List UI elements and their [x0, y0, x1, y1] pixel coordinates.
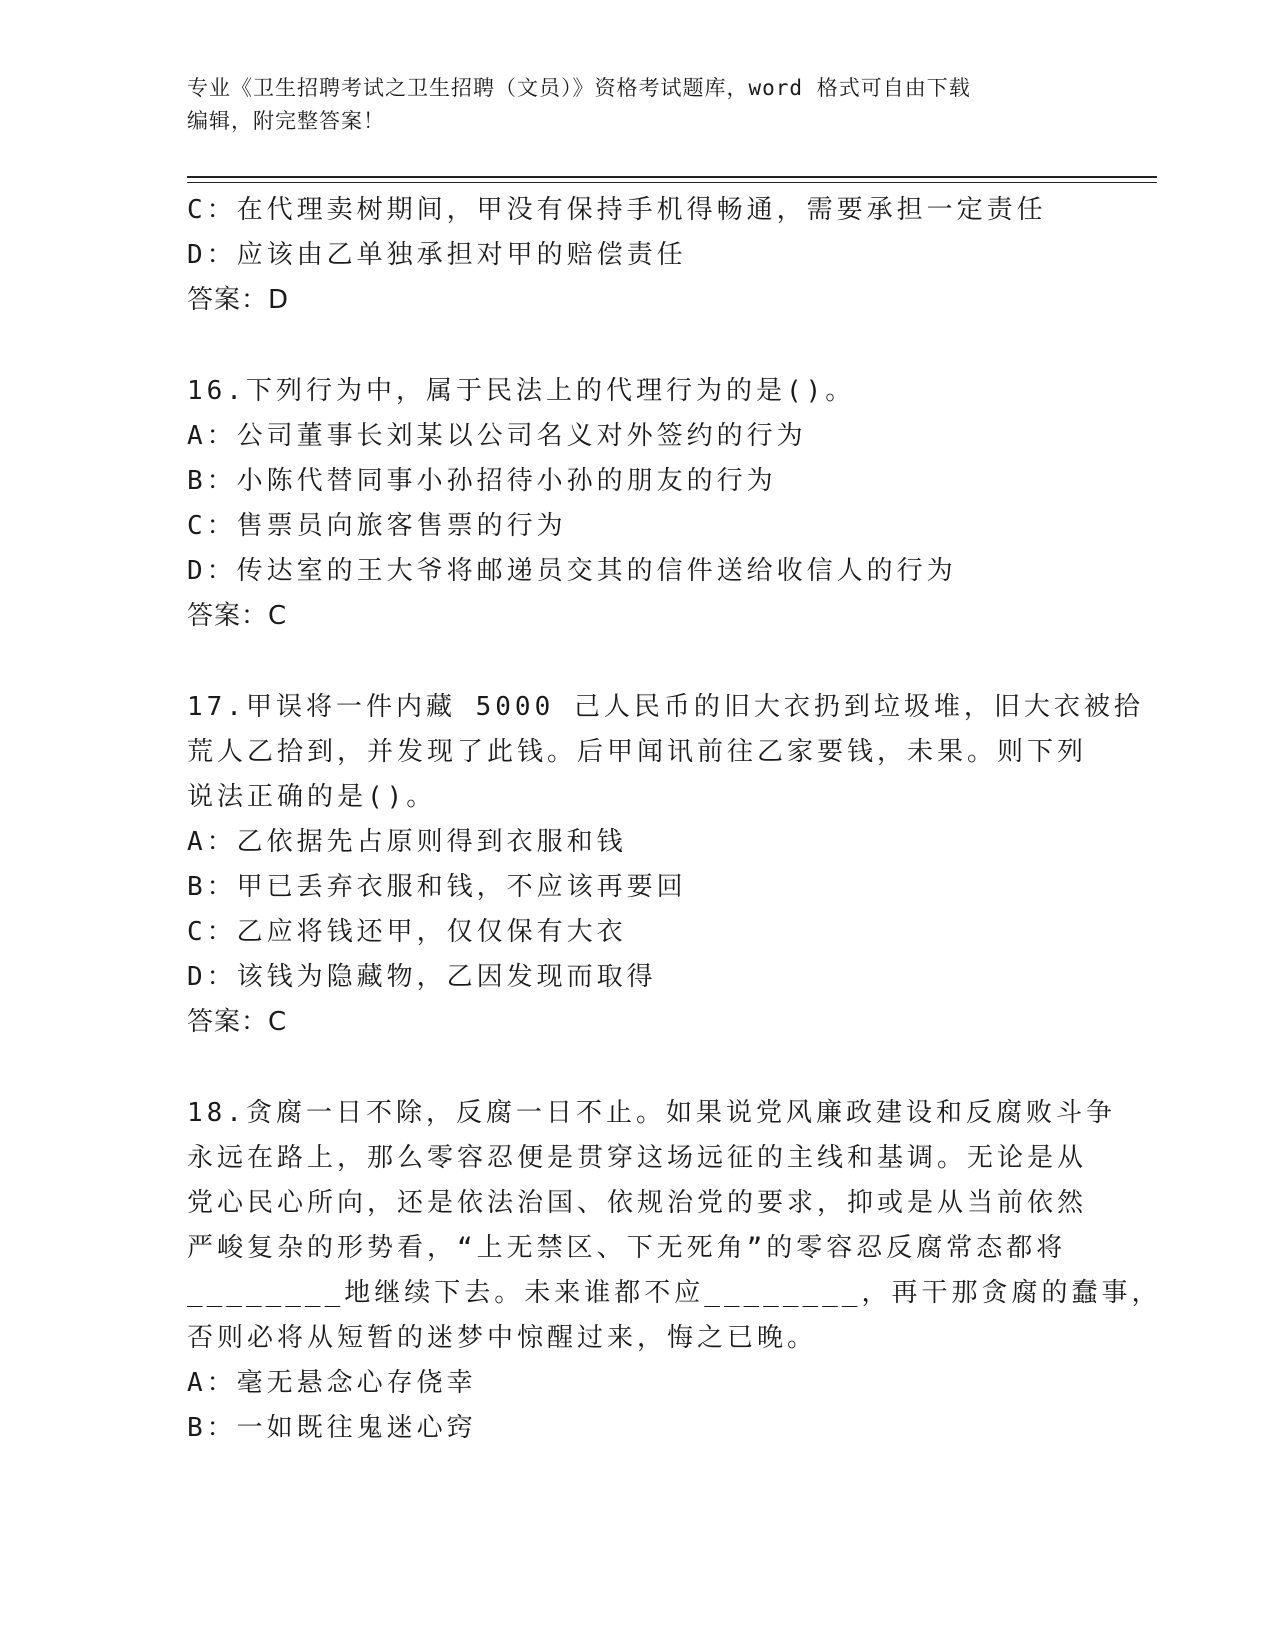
question-stem-line: 18.贪腐一日不除，反腐一日不止。如果说党风廉政建设和反腐败斗争: [187, 1098, 1116, 1128]
question-stem-line: 荒人乙拾到，并发现了此钱。后甲闻讯前往乙家要钱，未果。则下列: [187, 737, 1088, 767]
question-stem-line: 17.甲误将一件内藏 5000 己人民币的旧大衣扔到垃圾堆，旧大衣被拾: [187, 692, 1144, 722]
answer-line: 答案：C: [187, 1007, 288, 1037]
option-d: D：该钱为隐藏物，乙因发现而取得: [187, 962, 657, 992]
option-a: A：公司董事长刘某以公司名义对外签约的行为: [187, 421, 807, 451]
question-stem-line: 说法正确的是()。: [187, 782, 437, 812]
spacer: [187, 639, 1087, 685]
document-header: [187, 72, 1087, 138]
spacer: [187, 323, 1087, 369]
question-18: [187, 1091, 1162, 1451]
option-c: C：乙应将钱还甲，仅仅保有大衣: [187, 917, 627, 947]
option-b: B：甲已丢弃衣服和钱，不应该再要回: [187, 872, 687, 902]
spacer: [187, 1045, 1087, 1091]
question-stem-line: ________地继续下去。未来谁都不应________，再干那贪腐的蠢事，: [187, 1278, 1162, 1308]
option-b: B：小陈代替同事小孙招待小孙的朋友的行为: [187, 466, 777, 496]
header-line-2: 编辑，附完整答案！: [187, 109, 385, 133]
question-stem: 16.下列行为中，属于民法上的代理行为的是()。: [187, 376, 856, 406]
header-divider-thin: [187, 182, 1157, 183]
question-stem-line: 严峻复杂的形势看，“上无禁区、下无死角”的零容忍反腐常态都将: [187, 1233, 1067, 1263]
option-a: A：毫无悬念心存侥幸: [187, 1368, 477, 1398]
option-d: D：应该由乙单独承担对甲的赔偿责任: [187, 240, 687, 270]
option-c: C：在代理卖树期间，甲没有保持手机得畅通，需要承担一定责任: [187, 195, 1047, 225]
question-stem-line: 否则必将从短暂的迷梦中惊醒过来，悔之已晚。: [187, 1323, 818, 1353]
option-c: C：售票员向旅客售票的行为: [187, 511, 567, 541]
header-divider-thick: [187, 176, 1157, 178]
header-line-1: 专业《卫生招聘考试之卫生招聘（文员）》资格考试题库，word 格式可自由下载: [187, 76, 971, 100]
answer-line: 答案：D: [187, 285, 290, 315]
question-stem-line: 永远在路上，那么零容忍便是贯穿这场远征的主线和基调。无论是从: [187, 1143, 1088, 1173]
question-content: [187, 188, 1162, 1451]
option-d: D：传达室的王大爷将邮递员交其的信件送给收信人的行为: [187, 556, 957, 586]
question-stem-line: 党心民心所向，还是依法治国、依规治党的要求，抑或是从当前依然: [187, 1188, 1088, 1218]
question-15-tail: [187, 188, 1087, 323]
question-16: [187, 369, 1087, 639]
question-17: [187, 685, 1144, 1045]
option-a: A：乙依据先占原则得到衣服和钱: [187, 827, 627, 857]
answer-line: 答案：C: [187, 601, 288, 631]
option-b: B：一如既往鬼迷心窍: [187, 1413, 477, 1443]
